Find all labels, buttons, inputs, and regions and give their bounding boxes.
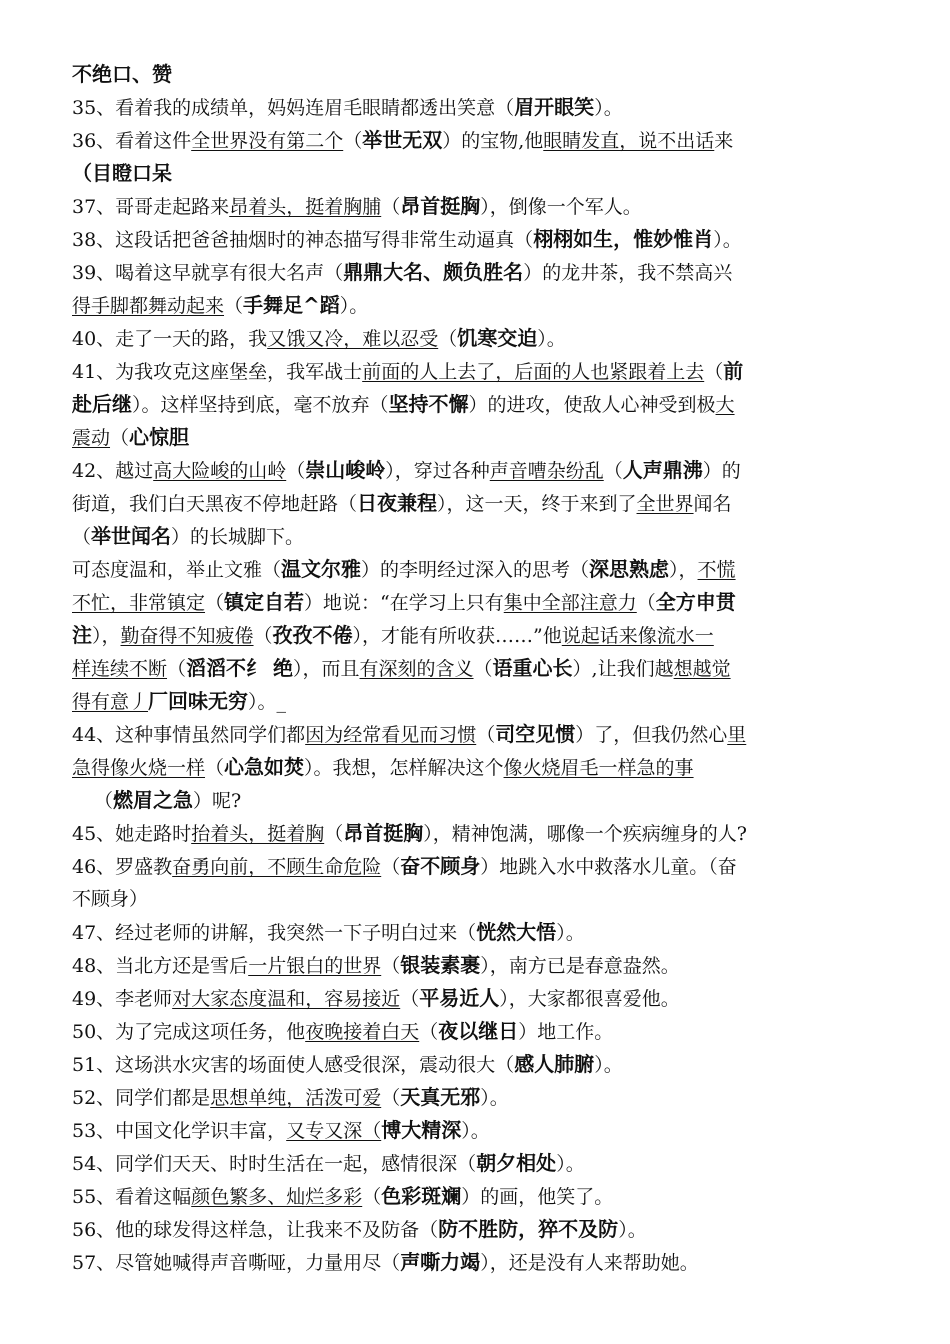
text-line xyxy=(72,982,872,1015)
sentence-text: 57、尽管她喊得声音嘶哑，力量用尽（ xyxy=(72,1252,401,1274)
sentence-text: （ xyxy=(636,592,656,614)
idiom-answer: 恍然大悟 xyxy=(476,920,557,944)
text-line xyxy=(72,190,872,223)
underlined-phrase: 里 xyxy=(727,724,747,746)
sentence-text: 36、看着这件 xyxy=(72,130,192,152)
idiom-answer: 色彩斑斓 xyxy=(381,1184,462,1208)
underlined-phrase: 全世界没有第二个 xyxy=(191,130,344,152)
text-line xyxy=(72,256,872,289)
underlined-phrase: 声音嘈杂纷乱 xyxy=(489,460,604,482)
idiom-answer: 司空见惯 xyxy=(495,722,576,746)
underlined-phrase: 前面的人上去了，后面的人也紧跟着上去 xyxy=(362,361,705,383)
sentence-text: 54、同学们天天、时时生活在一起，感情很深（ xyxy=(72,1153,477,1175)
underlined-phrase: 不忙，非常镇定 xyxy=(72,592,206,614)
sentence-text: ）的龙井茶，我不禁高兴 xyxy=(523,262,733,284)
sentence-text: 48、当北方还是雪后 xyxy=(72,955,249,977)
sentence-text: 49、李老师 xyxy=(72,988,173,1010)
underlined-phrase: 样连续不断 xyxy=(72,658,168,680)
sentence-text: 来 xyxy=(714,130,734,152)
sentence-text: （ xyxy=(324,823,344,845)
sentence-text: ）地工作。 xyxy=(518,1021,614,1043)
text-line xyxy=(72,883,872,916)
sentence-text: 45、她走路时 xyxy=(72,823,192,845)
sentence-text: ）。_ xyxy=(248,691,287,713)
text-line xyxy=(72,1081,872,1114)
idiom-answer: 眉开眼笑 xyxy=(514,95,595,119)
sentence-text: 41、为我攻克这座堡垒，我军战士 xyxy=(72,361,363,383)
sentence-text: （ xyxy=(205,592,225,614)
sentence-text: （ xyxy=(438,328,458,350)
text-line xyxy=(72,652,872,685)
sentence-text: ）， xyxy=(669,559,698,581)
underlined-phrase: 有深刻的含义 xyxy=(359,658,474,680)
idiom-answer: 博大精深 xyxy=(381,1118,462,1142)
idiom-answer: 不绝口、赞 xyxy=(72,62,172,86)
idiom-answer: 温文尔雅 xyxy=(281,557,362,581)
sentence-text: ）。 xyxy=(556,1153,585,1175)
idiom-answer: 崇山峻岭 xyxy=(305,458,386,482)
text-line xyxy=(72,58,872,91)
underlined-phrase: 说起话来像流水一 xyxy=(561,625,714,647)
sentence-text: ）。 xyxy=(618,1219,647,1241)
sentence-text: 50、为了完成这项任务，他 xyxy=(72,1021,306,1043)
sentence-text: ）,让我们越 xyxy=(572,658,674,680)
text-line xyxy=(72,289,872,322)
sentence-text: （ xyxy=(476,724,496,746)
idiom-answer: 防不胜防，猝不及防 xyxy=(438,1217,619,1241)
sentence-text: 38、这段话把爸爸抽烟时的神态描写得非常生动逼真（ xyxy=(72,229,534,251)
sentence-text: ）的 xyxy=(702,460,741,482)
idiom-answer: 奋不顾身 xyxy=(400,854,481,878)
text-line xyxy=(72,157,872,190)
idiom-answer: 厂回味无穷 xyxy=(148,689,249,713)
sentence-text: ）。 xyxy=(537,328,566,350)
underlined-phrase: 眼睛发直，说不出话 xyxy=(543,130,715,152)
sentence-text: （ xyxy=(72,526,92,548)
idiom-answer: 注 xyxy=(72,623,92,647)
text-line xyxy=(72,322,872,355)
sentence-text: （ xyxy=(603,460,623,482)
sentence-text: ），才能有所收获……”他 xyxy=(352,625,562,647)
sentence-text: ）的画，他笑了。 xyxy=(461,1186,614,1208)
sentence-text: （ xyxy=(362,1186,382,1208)
sentence-text: ）。 xyxy=(594,1054,623,1076)
idiom-answer: 深思熟虑 xyxy=(589,557,670,581)
underlined-phrase: 夜晚接着白天 xyxy=(305,1021,420,1043)
text-line xyxy=(72,223,872,256)
underlined-phrase: 急得像火烧一样 xyxy=(72,757,206,779)
text-line xyxy=(72,784,872,817)
underlined-phrase: 昂着头，挺着胸脯 xyxy=(229,196,382,218)
sentence-text: ）的进攻，使敌人心神受到极 xyxy=(468,394,716,416)
underlined-phrase: 想越觉 xyxy=(673,658,731,680)
idiom-answer: 朝夕相处 xyxy=(476,1151,557,1175)
sentence-text: （ xyxy=(381,856,401,878)
underlined-phrase: 集中全部注意力 xyxy=(503,592,637,614)
text-line xyxy=(72,1048,872,1081)
idiom-answer: 心急如焚 xyxy=(224,755,305,779)
sentence-text: 51、这场洪水灾害的场面使人感受很深，震动很大（ xyxy=(72,1054,515,1076)
sentence-text: ），精神饱满，哪像一个疾病缠身的人? xyxy=(423,823,747,845)
sentence-text: （ xyxy=(419,1021,439,1043)
text-line xyxy=(72,586,872,619)
sentence-text: （ xyxy=(343,130,363,152)
text-line xyxy=(72,553,872,586)
underlined-phrase: 勤奋得不知疲倦 xyxy=(120,625,254,647)
text-line xyxy=(72,91,872,124)
sentence-text: ），还是没有人来帮助她。 xyxy=(480,1252,699,1274)
idiom-answer: 手舞足^蹈 xyxy=(243,293,340,317)
text-line xyxy=(72,850,872,883)
idiom-answer: 鼎鼎大名、颇负胜名 xyxy=(343,260,524,284)
idiom-answer: （目瞪口呆 xyxy=(72,161,172,185)
idiom-answer: 声嘶力竭 xyxy=(400,1250,481,1274)
underlined-phrase: 大 xyxy=(715,394,735,416)
sentence-text: （ xyxy=(704,361,724,383)
sentence-text: 53、中国文化学识丰富， xyxy=(72,1120,287,1142)
sentence-text: ），南方已是春意盎然。 xyxy=(480,955,680,977)
text-line xyxy=(72,751,872,784)
sentence-text: （ xyxy=(224,295,244,317)
sentence-text: 46、罗盛教 xyxy=(72,856,173,878)
underlined-phrase: 一片银白的世界 xyxy=(248,955,382,977)
sentence-text: ）了，但我仍然心 xyxy=(575,724,728,746)
sentence-text: （ xyxy=(205,757,225,779)
sentence-text: 40、走了一天的路，我 xyxy=(72,328,268,350)
text-line xyxy=(72,949,872,982)
sentence-text: （ xyxy=(473,658,493,680)
idiom-answer: 语重心长 xyxy=(492,656,573,680)
sentence-text: （ xyxy=(253,625,273,647)
idiom-answer: 孜孜不倦 xyxy=(272,623,353,647)
text-line xyxy=(72,1246,872,1279)
text-line xyxy=(72,1213,872,1246)
idiom-answer: 昂首挺胸 xyxy=(400,194,481,218)
underlined-phrase: 又专又深（ xyxy=(286,1120,382,1142)
sentence-text: （ xyxy=(381,1087,401,1109)
sentence-text: ）地说：“在学习上只有 xyxy=(304,592,504,614)
text-line xyxy=(72,1114,872,1147)
sentence-text: （ xyxy=(286,460,306,482)
sentence-text: ）。这样坚持到底，毫不放弃（ xyxy=(132,394,389,416)
text-line xyxy=(72,487,872,520)
sentence-text: （ xyxy=(94,790,114,812)
text-line xyxy=(72,1015,872,1048)
sentence-text: ）。 xyxy=(594,97,623,119)
sentence-text: ）的长城脚下。 xyxy=(171,526,305,548)
sentence-text: ）。 xyxy=(480,1087,509,1109)
sentence-text: 39、喝着这早就享有很大名声（ xyxy=(72,262,344,284)
sentence-text: ）的李明经过深入的思考（ xyxy=(361,559,590,581)
text-line xyxy=(72,355,872,388)
sentence-text: ）的宝物,他 xyxy=(442,130,544,152)
idiom-answer: 天真无邪 xyxy=(400,1085,481,1109)
sentence-text: 35、看着我的成绩单，妈妈连眉毛眼睛都透出笑意（ xyxy=(72,97,515,119)
idiom-answer: 感人肺腑 xyxy=(514,1052,595,1076)
sentence-text: （ xyxy=(110,427,130,449)
sentence-text: ）。 xyxy=(556,922,585,944)
underlined-phrase: 思想单纯，活泼可爱 xyxy=(210,1087,382,1109)
sentence-text: ）呢? xyxy=(193,790,242,812)
idiom-answer: 人声鼎沸 xyxy=(622,458,703,482)
sentence-text: （ xyxy=(400,988,420,1010)
idiom-answer: 滔滔不纟 绝 xyxy=(186,656,293,680)
underlined-phrase: 高大险峻的山岭 xyxy=(153,460,287,482)
text-line xyxy=(72,388,872,421)
sentence-text: 44、这种事情虽然同学们都 xyxy=(72,724,306,746)
idiom-answer: 举世无双 xyxy=(362,128,443,152)
underlined-phrase: 不慌 xyxy=(697,559,736,581)
sentence-text: 闻名 xyxy=(693,493,732,515)
sentence-text: ），大家都很喜爱他。 xyxy=(499,988,680,1010)
idiom-answer: 夜以继日 xyxy=(438,1019,519,1043)
idiom-answer: 心惊胆 xyxy=(129,425,190,449)
sentence-text: 可态度温和，举止文雅（ xyxy=(72,559,282,581)
underlined-phrase: 全世界 xyxy=(636,493,694,515)
underlined-phrase: 得有意丿 xyxy=(72,691,149,713)
idiom-answer: 前 xyxy=(723,359,744,383)
idiom-answer: 坚持不懈 xyxy=(388,392,469,416)
text-line xyxy=(72,685,872,718)
sentence-text: （ xyxy=(167,658,187,680)
document-page xyxy=(72,58,872,1279)
idiom-answer: 银装素裹 xyxy=(400,953,481,977)
sentence-text: ）。 xyxy=(461,1120,490,1142)
underlined-phrase: 又饿又冷，难以忍受 xyxy=(267,328,439,350)
sentence-text: ），倒像一个军人。 xyxy=(480,196,642,218)
text-line xyxy=(72,1180,872,1213)
underlined-phrase: 对大家态度温和，容易接近 xyxy=(172,988,401,1010)
sentence-text: ）， xyxy=(92,625,121,647)
underlined-phrase: 因为经常看见而习惯 xyxy=(305,724,477,746)
sentence-text: （ xyxy=(381,196,401,218)
sentence-text: ），而且 xyxy=(293,658,360,680)
sentence-text: ），穿过各种 xyxy=(385,460,490,482)
text-line xyxy=(72,124,872,157)
sentence-text: ）地跳入水中救落水儿童。（奋 xyxy=(480,856,737,878)
text-line xyxy=(72,817,872,850)
sentence-text: （ xyxy=(381,955,401,977)
underlined-phrase: 抬着头，挺着胸 xyxy=(191,823,325,845)
text-line xyxy=(72,1147,872,1180)
text-line xyxy=(72,619,872,652)
sentence-text: 37、哥哥走起路来 xyxy=(72,196,230,218)
sentence-text: 52、同学们都是 xyxy=(72,1087,211,1109)
text-line xyxy=(72,916,872,949)
sentence-text: ），这一天，终于来到了 xyxy=(437,493,637,515)
sentence-text: 56、他的球发得这样急，让我来不及防备（ xyxy=(72,1219,439,1241)
sentence-text: 不顾身） xyxy=(72,888,149,910)
idiom-answer: 燃眉之急 xyxy=(113,788,194,812)
sentence-text: ）。 xyxy=(339,295,369,317)
text-line xyxy=(72,421,872,454)
sentence-text: 42、越过 xyxy=(72,460,154,482)
idiom-answer: 镇定自若 xyxy=(224,590,305,614)
text-line xyxy=(72,454,872,487)
underlined-phrase: 震动 xyxy=(72,427,111,449)
idiom-answer: 饥寒交迫 xyxy=(457,326,538,350)
text-line xyxy=(72,520,872,553)
underlined-phrase: 得手脚都舞动起来 xyxy=(72,295,225,317)
underlined-phrase: 像火烧眉毛一样急的事 xyxy=(503,757,694,779)
sentence-text: 47、经过老师的讲解，我突然一下子明白过来（ xyxy=(72,922,477,944)
idiom-answer: 栩栩如生，惟妙惟肖 xyxy=(533,227,714,251)
sentence-text: ）。 xyxy=(713,229,742,251)
idiom-answer: 昂首挺胸 xyxy=(343,821,424,845)
sentence-text: 街道，我们白天黑夜不停地赶路（ xyxy=(72,493,358,515)
text-line xyxy=(72,718,872,751)
idiom-answer: 全方申贯 xyxy=(655,590,736,614)
sentence-text: ）。我想，怎样解决这个 xyxy=(304,757,504,779)
idiom-answer: 举世闻名 xyxy=(91,524,172,548)
idiom-answer: 日夜兼程 xyxy=(357,491,438,515)
idiom-answer: 平易近人 xyxy=(419,986,500,1010)
sentence-text: 55、看着这幅 xyxy=(72,1186,192,1208)
underlined-phrase: 奋勇向前，不顾生命危险 xyxy=(172,856,382,878)
idiom-answer: 赴后继 xyxy=(72,392,132,416)
underlined-phrase: 颜色繁多、灿烂多彩 xyxy=(191,1186,363,1208)
